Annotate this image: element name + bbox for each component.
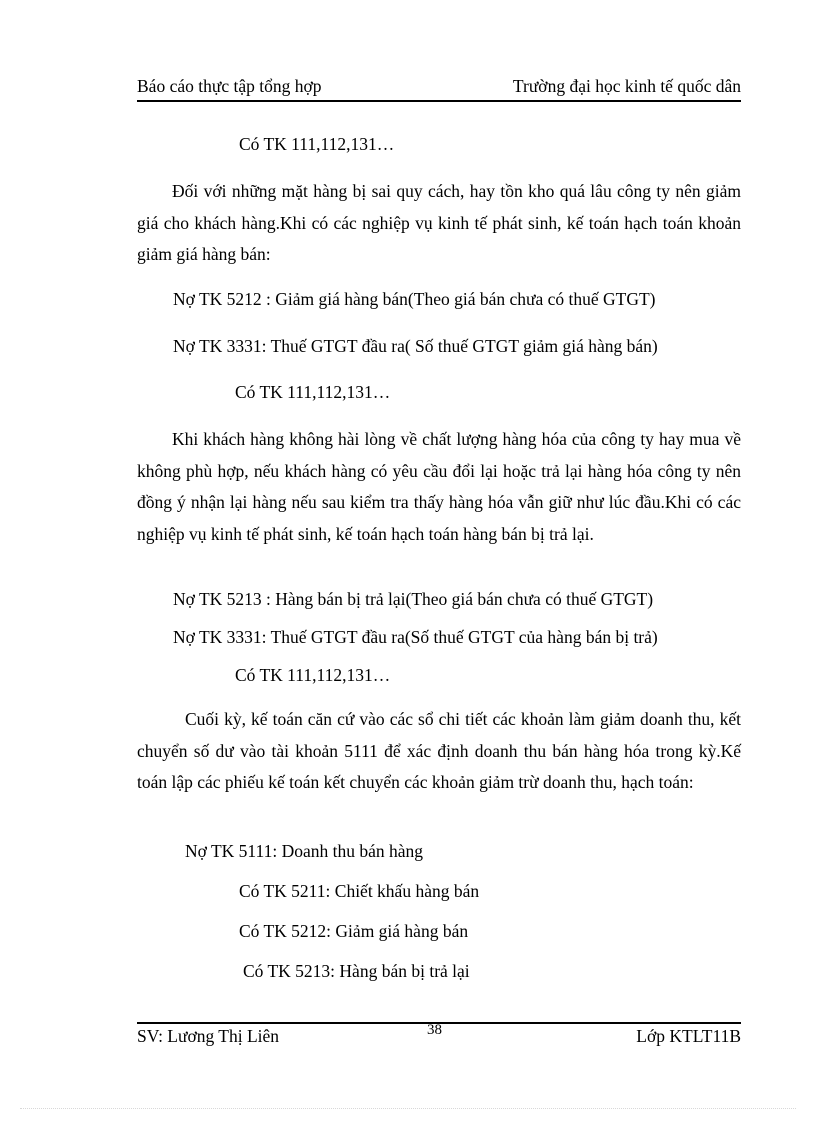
header-university: Trường đại học kinh tế quốc dân [512, 76, 741, 96]
entry-debit-5213: Nợ TK 5213 : Hàng bán bị trả lại(Theo giá bán chưa có thuế GTGT) [173, 589, 654, 609]
entry-credit-2: Có TK 111,112,131… [235, 382, 391, 402]
page-header [137, 76, 741, 100]
entry-credit-5211: Có TK 5211: Chiết khấu hàng bán [239, 881, 480, 901]
entry-debit-5212: Nợ TK 5212 : Giảm giá hàng bán(Theo giá bán chưa có thuế GTGT) [173, 289, 656, 309]
entry-debit-3331-a: Nợ TK 3331: Thuế GTGT đầu ra( Số thuế GTGT giảm giá hàng bán) [173, 336, 658, 356]
paragraph-returned-goods: Khi khách hàng không hài lòng về chất lượng hàng hóa của công ty hay mua về không phù hợp, nếu khách hàng có yêu cầu đổi lại hoặc trả lại hàng hóa công ty nên đồng ý nhận lại hàng nếu sau kiểm tra thấy hàng hóa vẫn giữ như lúc đầu.Khi có các nghiệp vụ kinh tế phát sinh, kế toán hạch toán hàng bán bị trả lại. [137, 429, 741, 544]
paragraph-price-reduction: Đối với những mặt hàng bị sai quy cách, hay tồn kho quá lâu công ty nên giảm giá cho khách hàng.Khi có các nghiệp vụ kinh tế phát sinh, kế toán hạch toán khoản giảm giá hàng bán: [137, 181, 741, 264]
footer-student-name: SV: Lương Thị Liên [137, 1026, 280, 1046]
header-divider [137, 100, 741, 102]
header-report-title: Báo cáo thực tập tổng hợp [137, 76, 322, 96]
page-edge-divider [20, 1108, 796, 1109]
entry-credit-1: Có TK 111,112,131… [239, 134, 395, 154]
page-number: 38 [427, 1022, 442, 1038]
entry-credit-5212: Có TK 5212: Giảm giá hàng bán [239, 921, 469, 941]
entry-debit-3331-b: Nợ TK 3331: Thuế GTGT đầu ra(Số thuế GTGT của hàng bán bị trả) [173, 627, 658, 647]
entry-debit-5111: Nợ TK 5111: Doanh thu bán hàng [185, 841, 424, 861]
entry-credit-5213: Có TK 5213: Hàng bán bị trả lại [243, 961, 470, 981]
footer-class: Lớp KTLT11B [636, 1026, 741, 1046]
paragraph-period-end: Cuối kỳ, kế toán căn cứ vào các sổ chi tiết các khoản làm giảm doanh thu, kết chuyển số dư vào tài khoản 5111 để xác định doanh thu bán hàng hóa trong kỳ.Kế toán lập các phiếu kế toán kết chuyển các khoản giảm trừ doanh thu, hạch toán: [137, 709, 741, 792]
entry-credit-3: Có TK 111,112,131… [235, 665, 391, 685]
